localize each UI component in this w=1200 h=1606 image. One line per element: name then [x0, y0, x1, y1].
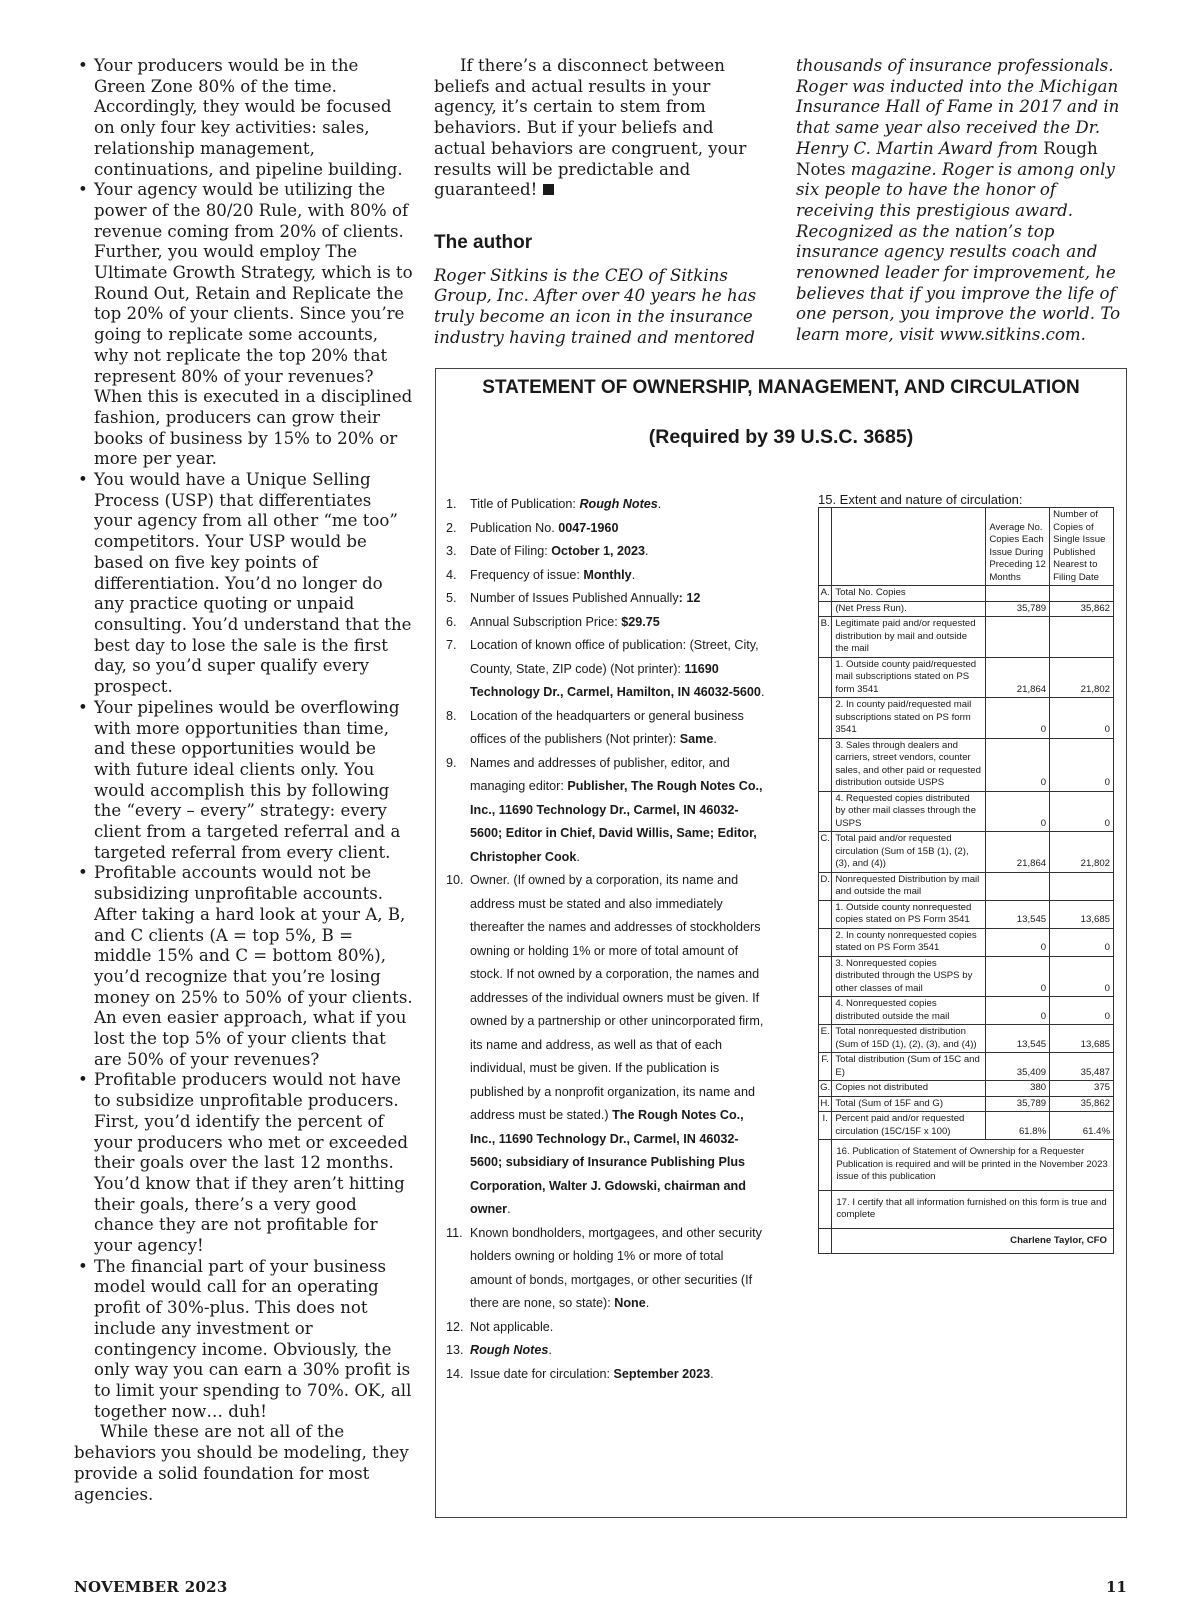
row-average-value: 0 — [986, 738, 1050, 791]
list-item: • Your pipelines would be overflowing with more opportunities than time, and these opportunities would be with future ideal clients only. You would accomplish this by following the “every – every” strategy: every client from a targeted referral and a targeted referral from every client. — [74, 698, 414, 864]
statement-item — [446, 869, 766, 1222]
row-letter: E. — [819, 1025, 832, 1053]
table-cell — [819, 1228, 832, 1254]
row-single-value: 0 — [1050, 791, 1114, 832]
signature: Charlene Taylor, CFO — [832, 1228, 1114, 1254]
row-description: Total distribution (Sum of 15C and E) — [832, 1053, 986, 1081]
item-number: 9. — [446, 755, 457, 770]
row-single-value: 13,685 — [1050, 1025, 1114, 1053]
row-single-value: 0 — [1050, 997, 1114, 1025]
item-suffix: . — [507, 1202, 511, 1216]
item-number: 8. — [446, 708, 457, 723]
statement-item — [446, 1339, 766, 1363]
article-column-3 — [796, 56, 1128, 346]
table-row — [819, 997, 1114, 1025]
row-single-value — [1050, 872, 1114, 900]
row-letter — [819, 928, 832, 956]
row-average-value: 13,545 — [986, 900, 1050, 928]
table-cell — [819, 508, 832, 586]
row-description: 1. Outside county nonrequested copies stated on PS Form 3541 — [832, 900, 986, 928]
statement-item — [446, 1363, 766, 1387]
table-row — [819, 1081, 1114, 1097]
row-average-value: 0 — [986, 698, 1050, 739]
table-row — [819, 698, 1114, 739]
row-description: 1. Outside county paid/requested mail subscriptions stated on PS form 3541 — [832, 657, 986, 698]
row-average-value — [986, 586, 1050, 602]
item-label: Location of the headquarters or general business offices of the publishers (Not printer): — [470, 708, 744, 746]
table-row — [819, 738, 1114, 791]
row-letter: I. — [819, 1112, 832, 1140]
item-value: The Rough Notes Co., Inc., 11690 Technology Dr., Carmel, IN 46032-5600; subsidiary of Insurance Publishing Plus Corporation, Walter J. Gdowski, chairman and owner — [470, 1108, 746, 1216]
row-single-value — [1050, 586, 1114, 602]
row-average-value: 21,864 — [986, 657, 1050, 698]
item-number: 11. — [446, 1225, 463, 1240]
table-header-row — [819, 508, 1114, 586]
item-suffix: . — [631, 567, 636, 582]
row-description: Nonrequested Distribution by mail and outside the mail — [832, 872, 986, 900]
item-value: Rough Notes — [470, 1343, 549, 1357]
author-bio-part2: magazine. Roger is among only six people to have the honor of receiving this prestigious award. Recognized as the nation’s top insurance agency results coach and renowned leader for improvement, he believes that if you improve the life of one person, you improve the world. To learn more, visit www.sitkins.com. — [796, 159, 1121, 345]
row-average-value: 13,545 — [986, 1025, 1050, 1053]
item-number: 7. — [446, 638, 457, 652]
row-description: 3. Sales through dealers and carriers, street vendors, counter sales, and other paid or requested distribution outside USPS — [832, 738, 986, 791]
row-description: Copies not distributed — [832, 1081, 986, 1097]
list-item: • You would have a Unique Selling Process (USP) that differentiates your agency from all other “me too” competitors. Your USP would be based on five key points of differentiation. You’d no longer do any practice quoting or unpaid consulting. You’d understand that the best day to lose the sale is the first day, so you’d super qualify every prospect. — [74, 470, 414, 698]
circulation-table — [818, 507, 1114, 1254]
item-number: 3. — [446, 544, 457, 558]
row-description: (Net Press Run). — [832, 601, 986, 617]
list-item: • The financial part of your business model would call for an operating profit of 30%-plus. This does not include any investment or contingency income. Obviously, the only way you can earn a 30% profit is to limit your spending to 70%. OK, all together now… duh! — [74, 1257, 414, 1423]
item-label: Issue date for circulation: — [470, 1366, 611, 1381]
table-row — [819, 1190, 1114, 1228]
row-letter — [819, 657, 832, 698]
article-column-2 — [434, 56, 770, 348]
page-number: 11 — [1106, 1578, 1127, 1596]
item-label: Annual Subscription Price: — [470, 614, 618, 629]
footer-issue-date: NOVEMBER 2023 — [74, 1578, 228, 1596]
author-bio-part1: thousands of insurance professionals. Roger was inducted into the Michigan Insurance Hall of Fame in 2017 and in that same year also received the Dr. Henry C. Martin Award from — [796, 56, 1120, 158]
item-label: Frequency of issue: — [470, 567, 580, 582]
closing-paragraph: While these are not all of the behaviors you should be modeling, they provide a solid foundation for most agencies. — [74, 1422, 409, 1504]
row-description: Total (Sum of 15F and G) — [832, 1096, 986, 1112]
ownership-statement-box — [435, 368, 1127, 1518]
row-description: Total nonrequested distribution (Sum of 15D (1), (2), (3), and (4)) — [832, 1025, 986, 1053]
item-value: Publisher, The Rough Notes Co., Inc., 11690 Technology Dr., Carmel, IN 46032-5600; Editor in Chief, David Willis, Same; Editor, Christopher Cook — [470, 779, 763, 864]
item-suffix: . — [645, 544, 649, 558]
item-17-text: 17. I certify that all information furnished on this form is true and complete — [832, 1190, 1114, 1228]
statement-item — [446, 752, 766, 870]
table-row — [819, 872, 1114, 900]
table-row — [819, 1096, 1114, 1112]
row-average-value: 61.8% — [986, 1112, 1050, 1140]
statement-item — [446, 564, 766, 588]
table-cell — [819, 1190, 832, 1228]
table-row — [819, 928, 1114, 956]
column-header-single-issue: Number of Copies of Single Issue Published Nearest to Filing Date — [1050, 508, 1114, 586]
item-number: 1. — [446, 497, 457, 511]
table-row — [819, 657, 1114, 698]
item-suffix: . — [576, 849, 580, 864]
author-bio-continued — [796, 56, 1128, 346]
row-description: Total paid and/or requested circulation (Sum of 15B (1), (2), (3), and (4)) — [832, 832, 986, 873]
magazine-name: Rough Notes — [796, 138, 1098, 179]
item-suffix: . — [760, 685, 765, 699]
row-average-value: 0 — [986, 928, 1050, 956]
row-description: Legitimate paid and/or requested distribution by mail and outside the mail — [832, 617, 986, 658]
row-average-value — [986, 617, 1050, 658]
item-value: Same — [679, 732, 714, 746]
conclusion-text: If there’s a disconnect between beliefs and actual results in your agency, it’s certain to stem from behaviors. But if your beliefs and actual behaviors are congruent, your results will be predictable and guaranteed! — [434, 56, 747, 200]
item-value: October 1, 2023 — [551, 544, 646, 558]
statement-item — [446, 1316, 766, 1340]
item-value: Monthly — [583, 567, 632, 582]
row-single-value: 0 — [1050, 956, 1114, 997]
item-value: None — [614, 1296, 646, 1310]
author-heading: The author — [434, 231, 533, 253]
list-item: • Your producers would be in the Green Zone 80% of the time. Accordingly, they would be focused on only four key activities: sales, relationship management, continuations, and pipeline building. — [74, 56, 414, 180]
table-row — [819, 900, 1114, 928]
statement-title: STATEMENT OF OWNERSHIP, MANAGEMENT, AND CIRCULATION — [482, 377, 1080, 398]
row-single-value: 0 — [1050, 738, 1114, 791]
item-label: Not applicable. — [470, 1319, 554, 1334]
row-letter — [819, 900, 832, 928]
row-letter: G. — [819, 1081, 832, 1097]
statement-item — [446, 493, 766, 517]
item-number: 10. — [446, 873, 464, 887]
row-letter — [819, 791, 832, 832]
statement-item — [446, 634, 766, 705]
row-description: 4. Nonrequested copies distributed outside the mail — [832, 997, 986, 1025]
item-label: Date of Filing: — [470, 544, 548, 558]
item-suffix: . — [713, 732, 717, 746]
item-suffix: . — [645, 1296, 650, 1310]
row-description: Percent paid and/or requested circulation (15C/15F x 100) — [832, 1112, 986, 1140]
row-single-value: 21,802 — [1050, 832, 1114, 873]
item-number: 5. — [446, 591, 457, 605]
row-average-value: 0 — [986, 956, 1050, 997]
item-number: 13. — [446, 1343, 464, 1357]
row-letter: F. — [819, 1053, 832, 1081]
item-label: Location of known office of publication: (Street, City, County, State, ZIP code) (Not printer): — [470, 638, 759, 676]
item-number: 14. — [446, 1366, 464, 1381]
row-description: Total No. Copies — [832, 586, 986, 602]
row-average-value: 21,864 — [986, 832, 1050, 873]
table-row — [819, 617, 1114, 658]
circulation-heading: 15. Extent and nature of circulation: — [818, 492, 1023, 507]
table-row — [819, 1025, 1114, 1053]
list-item: • Profitable producers would not have to subsidize unprofitable producers. First, you’d identify the percent of your producers who met or exceeded their goals over the last 12 months. You’d know that if they aren’t hitting their goals, there’s a very good chance they are not profitable for your agency! — [74, 1070, 414, 1256]
row-single-value — [1050, 617, 1114, 658]
table-row — [819, 1228, 1114, 1254]
row-single-value: 21,802 — [1050, 657, 1114, 698]
behavior-list — [74, 56, 414, 1422]
statement-subtitle: (Required by 39 U.S.C. 3685) — [648, 426, 914, 448]
item-number: 2. — [446, 520, 457, 535]
table-row — [819, 601, 1114, 617]
row-letter: C. — [819, 832, 832, 873]
item-number: 12. — [446, 1319, 464, 1334]
statement-item — [446, 611, 766, 635]
table-cell — [819, 1140, 832, 1191]
author-bio-start: Roger Sitkins is the CEO of Sitkins Group, Inc. After over 40 years he has truly become an icon in the insurance industry having trained and mentored — [434, 265, 757, 347]
table-row — [819, 1112, 1114, 1140]
table-row — [819, 1140, 1114, 1191]
item-label: Publication No. — [470, 520, 555, 535]
table-cell — [832, 508, 986, 586]
table-row — [819, 586, 1114, 602]
statement-item — [446, 517, 766, 541]
row-average-value: 380 — [986, 1081, 1050, 1097]
row-average-value: 0 — [986, 997, 1050, 1025]
row-letter — [819, 698, 832, 739]
row-letter: A. — [819, 586, 832, 602]
row-letter: D. — [819, 872, 832, 900]
statement-item — [446, 1222, 766, 1316]
row-single-value: 13,685 — [1050, 900, 1114, 928]
table-row — [819, 956, 1114, 997]
item-number: 4. — [446, 567, 457, 582]
item-label: Number of Issues Published Annually — [470, 591, 679, 605]
row-letter — [819, 601, 832, 617]
item-value: : 12 — [678, 591, 701, 605]
item-suffix: . — [548, 1343, 552, 1357]
article-column-1 — [74, 56, 414, 1505]
row-single-value: 35,862 — [1050, 1096, 1114, 1112]
item-value: $29.75 — [621, 614, 660, 629]
row-average-value — [986, 872, 1050, 900]
row-letter — [819, 956, 832, 997]
item-label: Title of Publication: — [470, 497, 576, 511]
row-letter — [819, 738, 832, 791]
row-single-value: 35,487 — [1050, 1053, 1114, 1081]
column-header-average: Average No. Copies Each Issue During Preceding 12 Months — [986, 508, 1050, 586]
row-average-value: 35,409 — [986, 1053, 1050, 1081]
item-label: Owner. (If owned by a corporation, its name and address must be stated and also immediately thereafter the names and addresses of stockholders owning or holding 1% or more of total amount of stock. If not owned by a corporation, the names and addresses of the individual owners must be given. If owned by a partnership or other unincorporated firm, its name and address, as well as that of each individual, must be given. If the publication is published by a nonprofit organization, its name and address must be stated.) — [470, 873, 764, 1122]
table-row — [819, 791, 1114, 832]
row-average-value: 0 — [986, 791, 1050, 832]
item-value: Rough Notes — [579, 497, 658, 511]
statement-item — [446, 705, 766, 752]
item-number: 6. — [446, 614, 457, 629]
table-row — [819, 832, 1114, 873]
row-single-value: 375 — [1050, 1081, 1114, 1097]
item-label: Names and addresses of publisher, editor, and managing editor: — [470, 755, 730, 793]
item-value: 0047-1960 — [558, 520, 619, 535]
statement-items — [446, 493, 766, 1386]
row-description: 3. Nonrequested copies distributed through the USPS by other classes of mail — [832, 956, 986, 997]
row-single-value: 0 — [1050, 928, 1114, 956]
statement-item — [446, 540, 766, 564]
item-suffix: . — [710, 1366, 714, 1381]
row-letter: H. — [819, 1096, 832, 1112]
item-suffix: . — [657, 497, 662, 511]
item-16-text: 16. Publication of Statement of Ownership for a Requester Publication is required and will be printed in the November 2023 issue of this publication — [832, 1140, 1114, 1191]
list-item: • Profitable accounts would not be subsidizing unprofitable accounts. After taking a hard look at your A, B, and C clients (A = top 5%, B = middle 15% and C = bottom 80%), you’d recognize that you’re losing money on 25% to 50% of your clients. An even easier approach, what if you lost the top 5% of your clients that are 50% of your revenues? — [74, 863, 414, 1070]
item-value: September 2023 — [613, 1366, 711, 1381]
conclusion-paragraph — [434, 56, 770, 201]
row-single-value: 0 — [1050, 698, 1114, 739]
row-single-value: 61.4% — [1050, 1112, 1114, 1140]
row-description: 2. In county paid/requested mail subscriptions stated on PS form 3541 — [832, 698, 986, 739]
end-mark-icon — [543, 184, 554, 195]
row-letter — [819, 997, 832, 1025]
row-letter: B. — [819, 617, 832, 658]
row-description: 4. Requested copies distributed by other mail classes through the USPS — [832, 791, 986, 832]
item-label: Known bondholders, mortgagees, and other security holders owning or holding 1% or more of total amount of bonds, mortgages, or other securities (If there are none, so state): — [470, 1225, 762, 1310]
item-value: 11690 Technology Dr., Carmel, Hamilton, IN 46032-5600 — [470, 661, 761, 699]
table-row — [819, 1053, 1114, 1081]
row-description: 2. In county nonrequested copies stated on PS Form 3541 — [832, 928, 986, 956]
row-single-value: 35,862 — [1050, 601, 1114, 617]
row-average-value: 35,789 — [986, 1096, 1050, 1112]
statement-item — [446, 587, 766, 611]
row-average-value: 35,789 — [986, 601, 1050, 617]
list-item: • Your agency would be utilizing the power of the 80/20 Rule, with 80% of revenue coming from 20% of clients. Further, you would employ The Ultimate Growth Strategy, which is to Round Out, Retain and Replicate the top 20% of your clients. Since you’re going to replicate some accounts, why not replicate the top 20% that represent 80% of your revenues? When this is executed in a disciplined fashion, producers can grow their books of business by 15% to 20% or more per year. — [74, 180, 414, 470]
